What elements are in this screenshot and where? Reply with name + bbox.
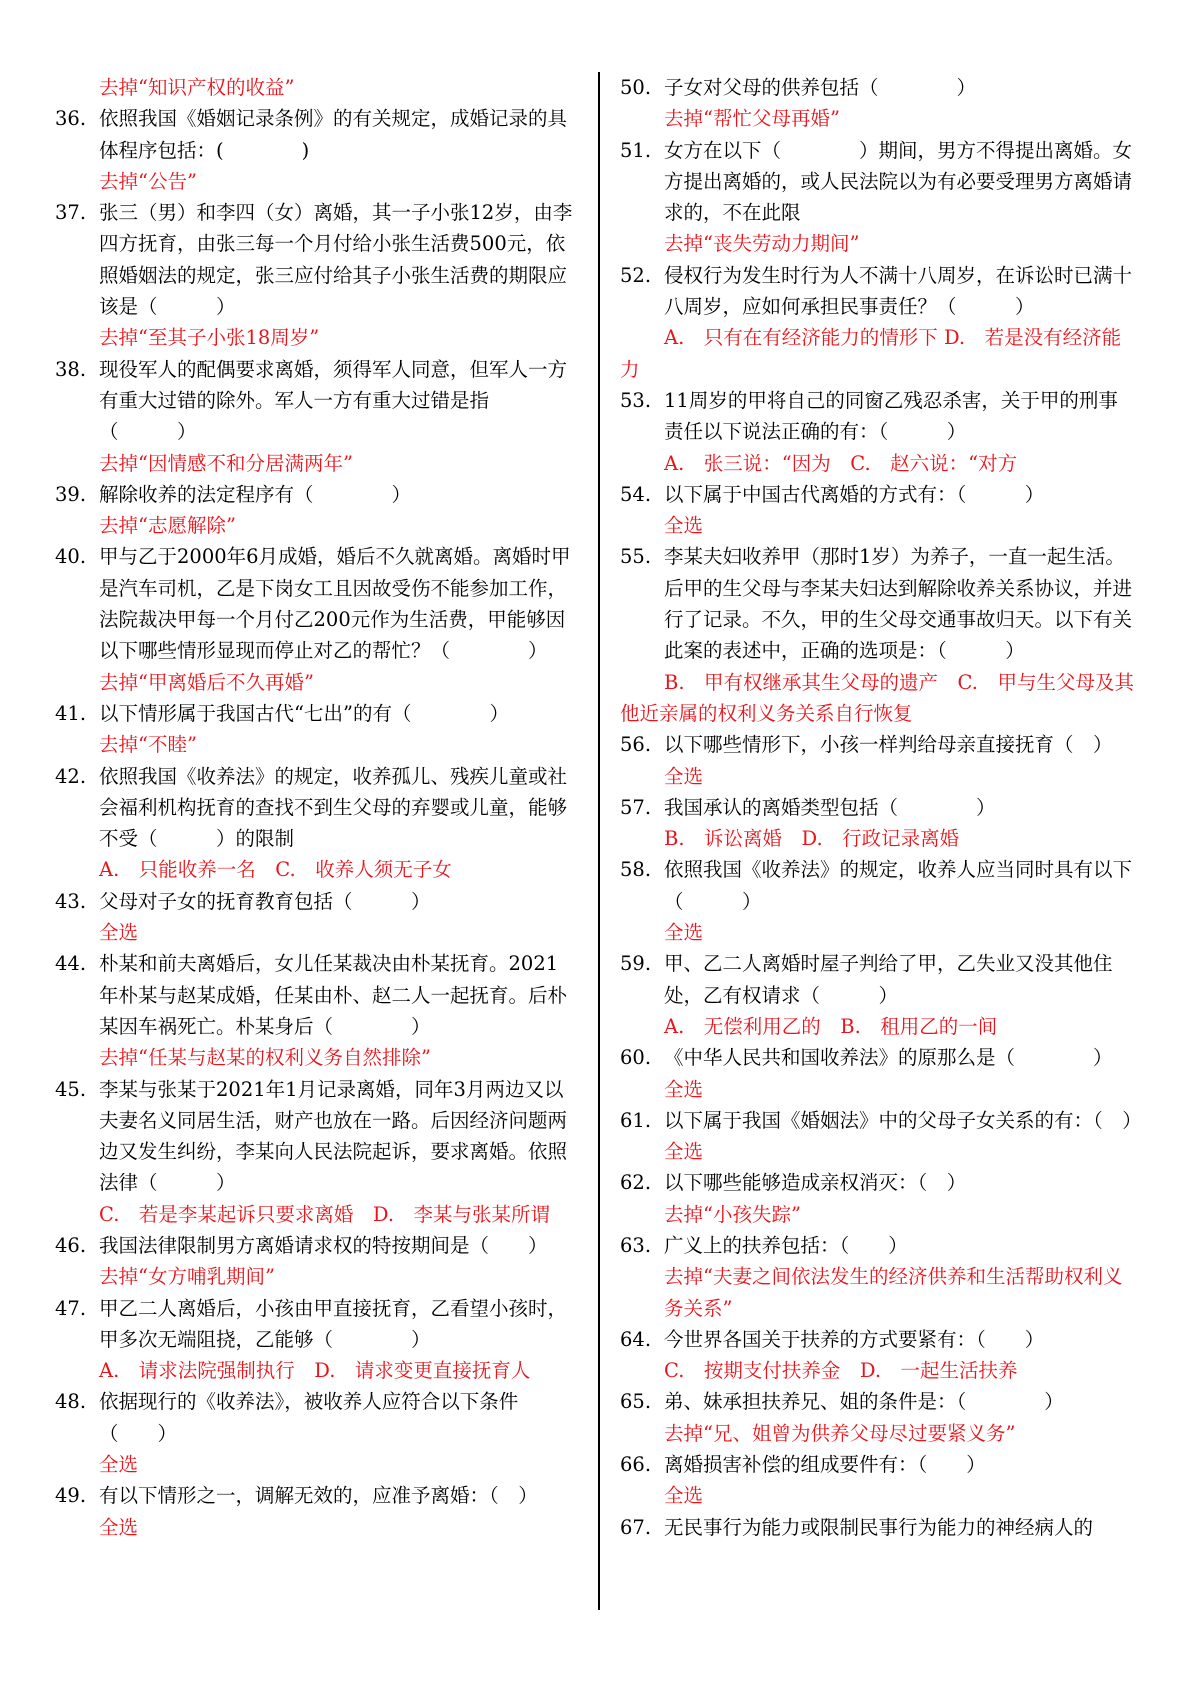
answer-note: 去掉“兄、姐曾为供养父母尽过要紧义务” [664,1421,1016,1445]
question-text: 侵权行为发生时行为人不满十八周岁，在诉讼时已满十八周岁，应如何承担民事责任？（ ） [664,263,1133,319]
question-item [620,1042,1137,1073]
question-number: 48. [55,1390,87,1414]
answer-note: 全选 [99,921,139,945]
answer-note: B. 诉讼离婚 D. 行政记录离婚 [664,827,960,851]
answer-note: 全选 [664,764,704,788]
question-number: 44. [55,952,87,976]
question-text: 李某与张某于2021年1月记录离婚，同年3月两边又以夫妻名义同居生活，财产也放在一路。后因经济问题两边又发生纠纷，李某向人民法院起诉，要求离婚。依照法律（ ） [99,1077,568,1195]
question-text: 女方在以下（ ）期间，男方不得提出离婚。女方提出离婚的，或人民法院以为有必要受理男方离婚请求的，不在此限 [664,138,1133,225]
answer-note: 去掉“知识产权的收益” [99,76,295,99]
answer-note: 去掉“公告” [99,169,197,193]
question-number: 53. [620,388,652,412]
question-text: 我国法律限制男方离婚请求权的特按期间是（ ） [99,1233,548,1257]
question-item [620,72,1137,103]
question-item [55,948,575,1042]
question-text: 张三（男）和李四（女）离婚，其一子小张12岁，由李四方抚育，由张三每一个月付给小张生活费500元，依照婚姻法的规定，张三应付给其子小张生活费的期限应该是（ ） [99,201,573,319]
question-number: 60. [620,1046,652,1070]
question-number: 61. [620,1108,652,1132]
answer-note: 全选 [664,1140,704,1164]
question-text: 依照我国《收养法》的规定，收养人应当同时具有以下（ ） [664,858,1133,913]
question-text: 离婚损害补偿的组成要件有：（ ） [664,1453,986,1477]
question-number: 66. [620,1453,652,1477]
answer-note: B. 甲有权继承其生父母的遗产 C. 甲与生父母及其他近亲属的权利义务关系自行恢复 [620,670,1134,725]
answer-note: A. 只能收养一名 C. 收养人须无子女 [99,858,452,882]
question-item [620,1105,1142,1136]
question-number: 47. [55,1296,87,1320]
left-column [55,72,575,1543]
question-item [620,792,1137,823]
answer-note: 去掉“至其子小张18周岁” [99,326,320,350]
question-text: 以下哪些情形下，小孩一样判给母亲直接抚育（ ） [664,733,1113,757]
answer-note: 去掉“夫妻之间依法发生的经济供养和生活帮助权利义务关系” [664,1265,1123,1320]
question-number: 36. [55,107,87,131]
answer-note: 去掉“甲离婚后不久再婚” [99,670,314,694]
answer-note: A. 张三说：“因为 C. 赵六说：“对方 [664,451,1018,475]
question-item [55,541,575,666]
answer-note: 全选 [99,1453,139,1477]
question-text: 《中华人民共和国收养法》的原那么是（ ） [664,1046,1113,1070]
question-item [55,197,575,322]
question-item [620,1386,1137,1417]
question-text: 朴某和前夫离婚后，女儿任某裁决由朴某抚育。2021年朴某与赵某成婚，任某由朴、赵二人一起抚育。后朴某因车祸死亡。朴某身后（ ） [99,952,568,1038]
question-number: 51. [620,138,652,162]
right-column [620,72,1142,1543]
question-text: 弟、妹承担扶养兄、姐的条件是：（ ） [664,1390,1064,1414]
answer-note: A. 请求法院强制执行 D. 请求变更直接抚育人 [99,1359,531,1383]
question-text: 我国承认的离婚类型包括（ ） [664,795,996,819]
answer-note: C. 按期支付扶养金 D. 一起生活扶养 [664,1359,1018,1383]
answer-note: 去掉“丧失劳动力期间” [664,232,860,256]
column-divider [598,72,600,1610]
question-item [55,1074,575,1199]
question-text: 甲与乙于2000年6月成婚，婚后不久就离婚。离婚时甲是汽车司机，乙是下岗女工且因故受伤不能参加工作，法院裁决甲每一个月付乙200元作为生活费，甲能够因以下哪些情形显现而停止对乙的帮忙？（ ） [99,545,571,663]
question-text: 依据现行的《收养法》，被收养人应符合以下条件（ ） [99,1390,519,1445]
question-item [55,1293,575,1356]
question-number: 67. [620,1515,652,1539]
question-text: 父母对子女的抚育教育包括（ ） [99,889,431,913]
question-item [55,354,575,448]
question-text: 李某夫妇收养甲（那时1岁）为养子，一直一起生活。后甲的生父母与李某夫妇达到解除收养关系协议，并进行了记录。不久，甲的生父母交通事故归天。以下有关此案的表述中，正确的选项是：（ ） [664,545,1133,663]
question-number: 54. [620,482,652,506]
question-number: 37. [55,201,87,225]
answer-note: C. 若是李某起诉只要求离婚 D. 李某与张某所谓 [99,1202,551,1226]
answer-note: 全选 [664,921,704,945]
question-text: 有以下情形之一，调解无效的，应准予离婚：（ ） [99,1484,538,1508]
question-item [620,541,1137,666]
question-text: 依照我国《婚姻记录条例》的有关规定，成婚记录的具体程序包括：( ) [99,107,568,162]
question-item [55,479,575,510]
question-number: 50. [620,76,652,99]
question-text: 无民事行为能力或限制民事行为能力的神经病人的 [664,1515,1094,1539]
question-item [620,385,1137,448]
question-item [620,1324,1137,1355]
question-number: 62. [620,1171,652,1195]
question-item [55,1480,575,1511]
question-text: 以下属于中国古代离婚的方式有：（ ） [664,482,1045,506]
answer-note: 去掉“因情感不和分居满两年” [99,451,353,475]
question-item [55,1230,575,1261]
question-item [620,854,1137,917]
question-number: 64. [620,1327,652,1351]
question-number: 40. [55,545,87,569]
answer-note: 去掉“任某与赵某的权利义务自然排除” [99,1046,431,1070]
question-item [620,135,1137,229]
question-item [620,948,1137,1011]
answer-note: 全选 [664,514,704,538]
question-text: 依照我国《收养法》的规定，收养孤儿、残疾儿童或社会福利机构抚育的查找不到生父母的弃婴或儿童，能够不受（ ）的限制 [99,764,568,851]
question-text: 甲乙二人离婚后，小孩由甲直接抚育，乙看望小孩时，甲多次无端阻挠，乙能够（ ） [99,1296,568,1351]
answer-note: 全选 [664,1077,704,1101]
question-number: 39. [55,482,87,506]
question-number: 63. [620,1233,652,1257]
answer-note: 去掉“女方哺乳期间” [99,1265,275,1289]
question-number: 42. [55,764,87,788]
question-number: 56. [620,733,652,757]
question-number: 45. [55,1077,87,1101]
question-item [620,479,1137,510]
question-item [55,103,575,166]
question-item [620,1230,1137,1261]
question-item [55,761,575,855]
answer-note: 全选 [664,1484,704,1508]
question-number: 46. [55,1233,87,1257]
question-item [620,729,1137,760]
question-number: 49. [55,1484,87,1508]
question-text: 解除收养的法定程序有（ ） [99,482,412,506]
answer-note: 去掉“小孩失踪” [664,1202,801,1226]
question-number: 55. [620,545,652,569]
answer-note: 去掉“帮忙父母再婚” [664,107,840,131]
question-text: 以下情形属于我国古代“七出”的有（ ） [99,701,509,725]
answer-note: A. 无偿利用乙的 B. 租用乙的一间 [664,1014,998,1038]
question-item [620,260,1137,323]
answer-note: 去掉“志愿解除” [99,514,236,538]
question-item [620,1167,1137,1198]
question-text: 甲、乙二人离婚时屋子判给了甲，乙失业又没其他住处，乙有权请求（ ） [664,952,1113,1007]
answer-note: A. 只有在有经济能力的情形下 D. 若是没有经济能力 [620,326,1122,381]
question-item [620,1449,1137,1480]
question-item [55,886,575,917]
question-text: 今世界各国关于扶养的方式要紧有：（ ） [664,1327,1045,1351]
question-number: 58. [620,858,652,882]
question-number: 52. [620,263,652,287]
question-text: 广义上的扶养包括：（ ） [664,1233,908,1257]
question-item [55,1386,575,1449]
question-text: 现役军人的配偶要求离婚，须得军人同意，但军人一方有重大过错的除外。军人一方有重大过错是指（ ） [99,357,568,444]
question-item [620,1512,1137,1543]
question-number: 65. [620,1390,652,1414]
question-number: 41. [55,701,87,725]
question-text: 以下属于我国《婚姻法》中的父母子女关系的有：（ ） [664,1108,1142,1132]
answer-note: 全选 [99,1515,139,1539]
question-number: 43. [55,889,87,913]
answer-note: 去掉“不睦” [99,733,197,757]
question-number: 57. [620,795,652,819]
question-number: 38. [55,357,87,381]
question-text: 子女对父母的供养包括（ ） [664,76,977,99]
question-text: 以下哪些能够造成亲权消灭：（ ） [664,1171,967,1195]
question-item [55,698,575,729]
question-text: 11周岁的甲将自己的同窗乙残忍杀害，关于甲的刑事责任以下说法正确的有：（ ） [664,388,1118,444]
question-number: 59. [620,952,652,976]
